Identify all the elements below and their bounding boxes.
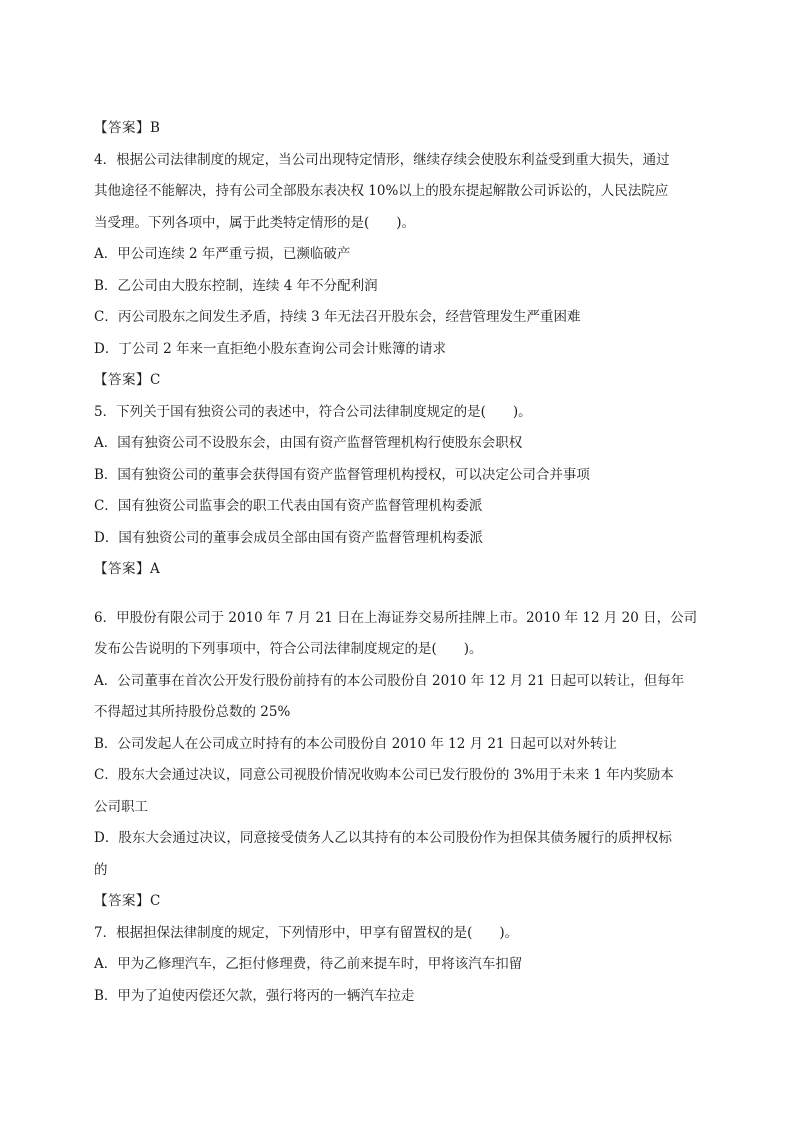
question-text-line: 其他途径不能解决，持有公司全部股东表决权 10%以上的股东提起解散公司诉讼的，人民法院应 <box>94 183 669 199</box>
answer-option <box>94 528 704 560</box>
question-text-line: 当受理。下列各项中，属于此类特定情形的是( )。 <box>94 214 416 231</box>
option-text-line: C．丙公司股东之间发生矛盾，持续 3 年无法召开股东会，经营管理发生严重困难 <box>94 309 581 325</box>
answer-line: 【答案】B <box>94 120 161 136</box>
question-stem <box>94 923 704 955</box>
option-text-line: D．国有独资公司的董事会成员全部由国有资产监督管理机构委派 <box>94 529 483 546</box>
option-text-line: C．国有独资公司监事会的职工代表由国有资产监督管理机构委派 <box>94 498 483 514</box>
answer-option <box>94 244 704 276</box>
answer-option <box>94 986 704 1018</box>
question-stem <box>94 608 704 671</box>
document-page <box>94 118 704 1017</box>
answer-option <box>94 954 704 986</box>
answer-option <box>94 339 704 371</box>
option-text-line: B．公司发起人在公司成立时持有的本公司股份自 2010 年 12 月 21 日起可以对外转让 <box>94 735 617 752</box>
option-text-line: A．国有独资公司不设股东会，由国有资产监督管理机构行使股东会职权 <box>94 435 523 451</box>
option-text-line: B．国有独资公司的董事会获得国有资产监督管理机构授权，可以决定公司合并事项 <box>94 466 590 483</box>
question-text-line: 7．根据担保法律制度的规定，下列情形中，甲享有留置权的是( )。 <box>94 924 519 941</box>
option-text-line: B．乙公司由大股东控制，连续 4 年不分配利润 <box>94 277 378 294</box>
answer-option <box>94 496 704 528</box>
answer-option <box>94 671 704 734</box>
question-text-line: 5．下列关于国有独资公司的表述中，符合公司法律制度规定的是( )。 <box>94 403 532 420</box>
answer-option <box>94 307 704 339</box>
option-text-line: A．甲公司连续 2 年严重亏损，已濒临破产 <box>94 246 351 262</box>
answer-option <box>94 465 704 497</box>
option-text-line: D．丁公司 2 年来一直拒绝小股东查询公司会计账簿的请求 <box>94 340 446 357</box>
question-stem <box>94 150 704 245</box>
option-text-line: B．甲为了迫使丙偿还欠款，强行将丙的一辆汽车拉走 <box>94 987 415 1004</box>
answer-option <box>94 433 704 465</box>
question-text-line: 4．根据公司法律制度的规定，当公司出现特定情形，继续存续会使股东利益受到重大损失，通过 <box>94 151 670 168</box>
answer-line: 【答案】A <box>94 561 161 577</box>
spacer <box>94 591 704 608</box>
answer-option <box>94 276 704 308</box>
option-text-line: 公司职工 <box>94 798 148 815</box>
answer-line: 【答案】C <box>94 372 161 388</box>
option-text-line: A．公司董事在首次公开发行股份前持有的本公司股份自 2010 年 12 月 21 日起可以转让，但每年 <box>94 672 685 689</box>
question-text-line: 6．甲股份有限公司于 2010 年 7 月 21 日在上海证券交易所挂牌上市。2010 年 12 月 20 日，公司 <box>94 609 698 626</box>
answer-option <box>94 765 704 828</box>
question-text-line: 发布公告说明的下列事项中，符合公司法律制度规定的是( )。 <box>94 641 483 657</box>
option-text-line: 的 <box>94 861 108 878</box>
option-text-line: C．股东大会通过决议，同意公司视股价情况收购本公司已发行股份的 3%用于未来 1 年内奖励本 <box>94 767 674 783</box>
option-text-line: D．股东大会通过决议，同意接受债务人乙以其持有的本公司股份作为担保其债务履行的质押权标 <box>94 830 672 846</box>
document-content <box>94 118 704 1017</box>
option-text-line: 不得超过其所持股份总数的 25% <box>94 704 291 720</box>
option-text-line: A．甲为乙修理汽车，乙拒付修理费，待乙前来提车时，甲将该汽车扣留 <box>94 956 523 972</box>
answer-option <box>94 828 704 891</box>
answer-option <box>94 734 704 766</box>
question-stem <box>94 402 704 434</box>
answer-line: 【答案】C <box>94 893 161 909</box>
